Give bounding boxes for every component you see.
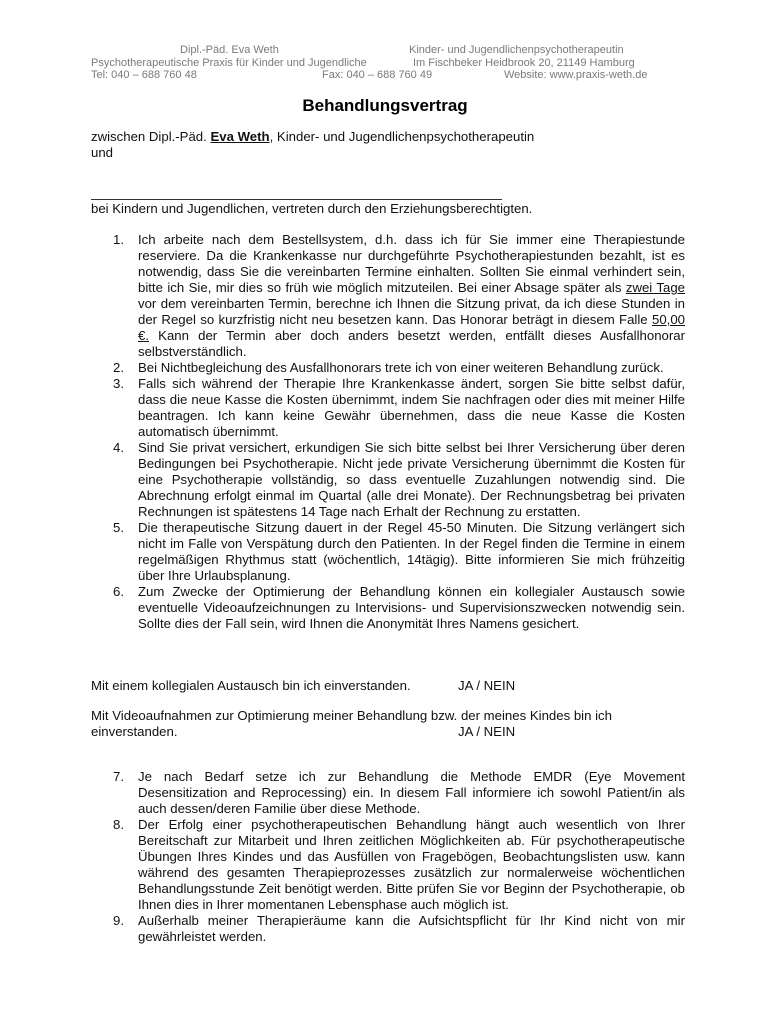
header-website: Website: www.praxis-weth.de <box>504 69 648 81</box>
header-address: Im Fischbeker Heidbrook 20, 21149 Hamburg <box>413 57 635 69</box>
header-role: Kinder- und Jugendlichenpsychotherapeutin <box>409 44 624 56</box>
item-text: vor dem vereinbarten Termin, berechne ich Ihnen die Sitzung privat, da ich diese Stunden in der Regel so kurzfristig nicht neu besetzen kann. Das Honorar beträgt in diesem Falle <box>138 296 685 327</box>
intro-und: und <box>91 145 114 160</box>
item-text: Ich arbeite nach dem Bestellsystem, d.h. dass ich für Sie immer eine Therapiestunde reserviere. Da die Krankenkasse nur durchgeführte Psychotherapiestunden bezahlt, ist es notwendig, dass Sie die vereinbarten Termine einhalten. Sollten Sie einmal verhindert sein, bitte ich Sie, mir dies so früh wie möglich mitzuteilen. Bei einer Absage später als <box>138 232 685 295</box>
consent-video-choice[interactable]: JA / NEIN <box>458 724 516 739</box>
item-number: 4. <box>113 440 124 455</box>
header-name: Dipl.-Päd. Eva Weth <box>180 44 279 56</box>
intro-suffix: , Kinder- und Jugendlichenpsychotherapeutin <box>269 129 535 144</box>
item-number: 1. <box>113 232 124 247</box>
terms-list-b <box>113 769 685 945</box>
item-number: 8. <box>113 817 124 832</box>
intro-line <box>91 129 534 145</box>
list-item <box>113 440 685 520</box>
cancellation-deadline: zwei Tage <box>625 280 686 295</box>
list-item <box>113 584 685 632</box>
item-text: Außerhalb meiner Therapieräume kann die Aufsichtspflicht für Ihr Kind nicht von mir gewährleistet werden. <box>138 913 685 944</box>
list-item <box>113 232 685 360</box>
consent-exchange-label: Mit einem kollegialen Austausch bin ich einverstanden. <box>91 678 411 693</box>
consent-video-label: Mit Videoaufnahmen zur Optimierung meiner Behandlung bzw. der meines Kindes bin ich <box>91 708 612 723</box>
item-number: 6. <box>113 584 124 599</box>
header-practice: Psychotherapeutische Praxis für Kinder und Jugendliche <box>91 57 367 69</box>
header-phone: Tel: 040 – 688 760 48 <box>91 69 197 81</box>
item-number: 5. <box>113 520 124 535</box>
intro-prefix: zwischen Dipl.-Päd. <box>91 129 211 144</box>
list-item <box>113 376 685 440</box>
header-fax: Fax: 040 – 688 760 49 <box>322 69 433 81</box>
item-number: 3. <box>113 376 124 391</box>
item-number: 7. <box>113 769 124 784</box>
terms-list-a <box>113 232 685 632</box>
list-item <box>113 769 685 817</box>
item-text: Falls sich während der Therapie Ihre Krankenkasse ändert, sorgen Sie bitte selbst dafür, dass die neue Kasse die Kosten übernimmt, indem Sie nachfragen oder dies mit meiner Hilfe beantragen. Ich kann keine Gewähr übernehmen, dass die neue Kasse die Kosten automatisch übernimmt. <box>138 376 685 439</box>
item-text: Kann der Termin aber doch anders besetzt werden, entfällt dieses Ausfallhonorar selbstverständlich. <box>138 328 685 359</box>
item-text: Die therapeutische Sitzung dauert in der Regel 45-50 Minuten. Die Sitzung verlängert sich nicht im Falle von Verspätung durch den Patienten. In der Regel finden die Termine in einem regelmäßigen Rhythmus statt (wöchentlich, 14tägig). Bitte informieren Sie mich frühzeitig über Ihre Urlaubsplanung. <box>138 520 685 583</box>
guardian-note: bei Kindern und Jugendlichen, vertreten durch den Erziehungsberechtigten. <box>91 201 533 216</box>
list-item <box>113 817 685 913</box>
signature-line <box>91 199 502 200</box>
consent-exchange-choice[interactable]: JA / NEIN <box>458 678 516 693</box>
item-number: 2. <box>113 360 124 375</box>
item-number: 9. <box>113 913 124 928</box>
consent-video-label-cont: einverstanden. <box>91 724 178 739</box>
item-text: Je nach Bedarf setze ich zur Behandlung die Methode EMDR (Eye Movement Desensitization and Reprocessing) ein. In diesem Fall informiere ich sowohl Patient/in als auch dessen/deren Familie über diese Methode. <box>138 769 685 816</box>
therapist-name: Eva Weth <box>210 129 270 144</box>
cancellation-fee: 50,00 €. <box>138 312 685 343</box>
item-text: Sind Sie privat versichert, erkundigen Sie sich bitte selbst bei Ihrer Versicherung über deren Bedingungen bei Psychotherapie. Nicht jede private Versicherung übernimmt die Kosten für eine Psychotherapie vollständig, so dass eventuelle Zuzahlungen notwendig sind. Die Abrechnung erfolgt einmal im Quartal (alle drei Monate). Der Rechnungsbetrag bei privaten Rechnungen ist spätestens 14 Tage nach Erhalt der Rechnung zu erstatten. <box>138 440 685 519</box>
item-text: Zum Zwecke der Optimierung der Behandlung können ein kollegialer Austausch sowie eventuelle Videoaufzeichnungen zu Intervisions- und Supervisionszwecken notwendig sein. Sollte dies der Fall sein, wird Ihnen die Anonymität Ihres Namens gesichert. <box>138 584 685 631</box>
list-item <box>113 360 685 376</box>
item-text: Der Erfolg einer psychotherapeutischen Behandlung hängt auch wesentlich von Ihrer Bereitschaft zur Mitarbeit und Ihren zeitlichen Möglichkeiten ab. Für psychotherapeutische Übungen Ihres Kindes und das Ausfüllen von Fragebögen, Beobachtungslisten usw. kann während des gesamten Therapieprozesses zusätzlich zur normalerweise wöchentlichen Behandlungsstunde Zeit benötigt werden. Bitte prüfen Sie vor Beginn der Psychotherapie, ob Ihnen dies in Ihrer momentanen Lebensphase auch möglich ist. <box>138 817 685 912</box>
item-text: Bei Nichtbegleichung des Ausfallhonorars trete ich von einer weiteren Behandlung zurück. <box>138 360 664 375</box>
list-item <box>113 520 685 584</box>
document-title: Behandlungsvertrag <box>302 96 468 115</box>
list-item <box>113 913 685 945</box>
